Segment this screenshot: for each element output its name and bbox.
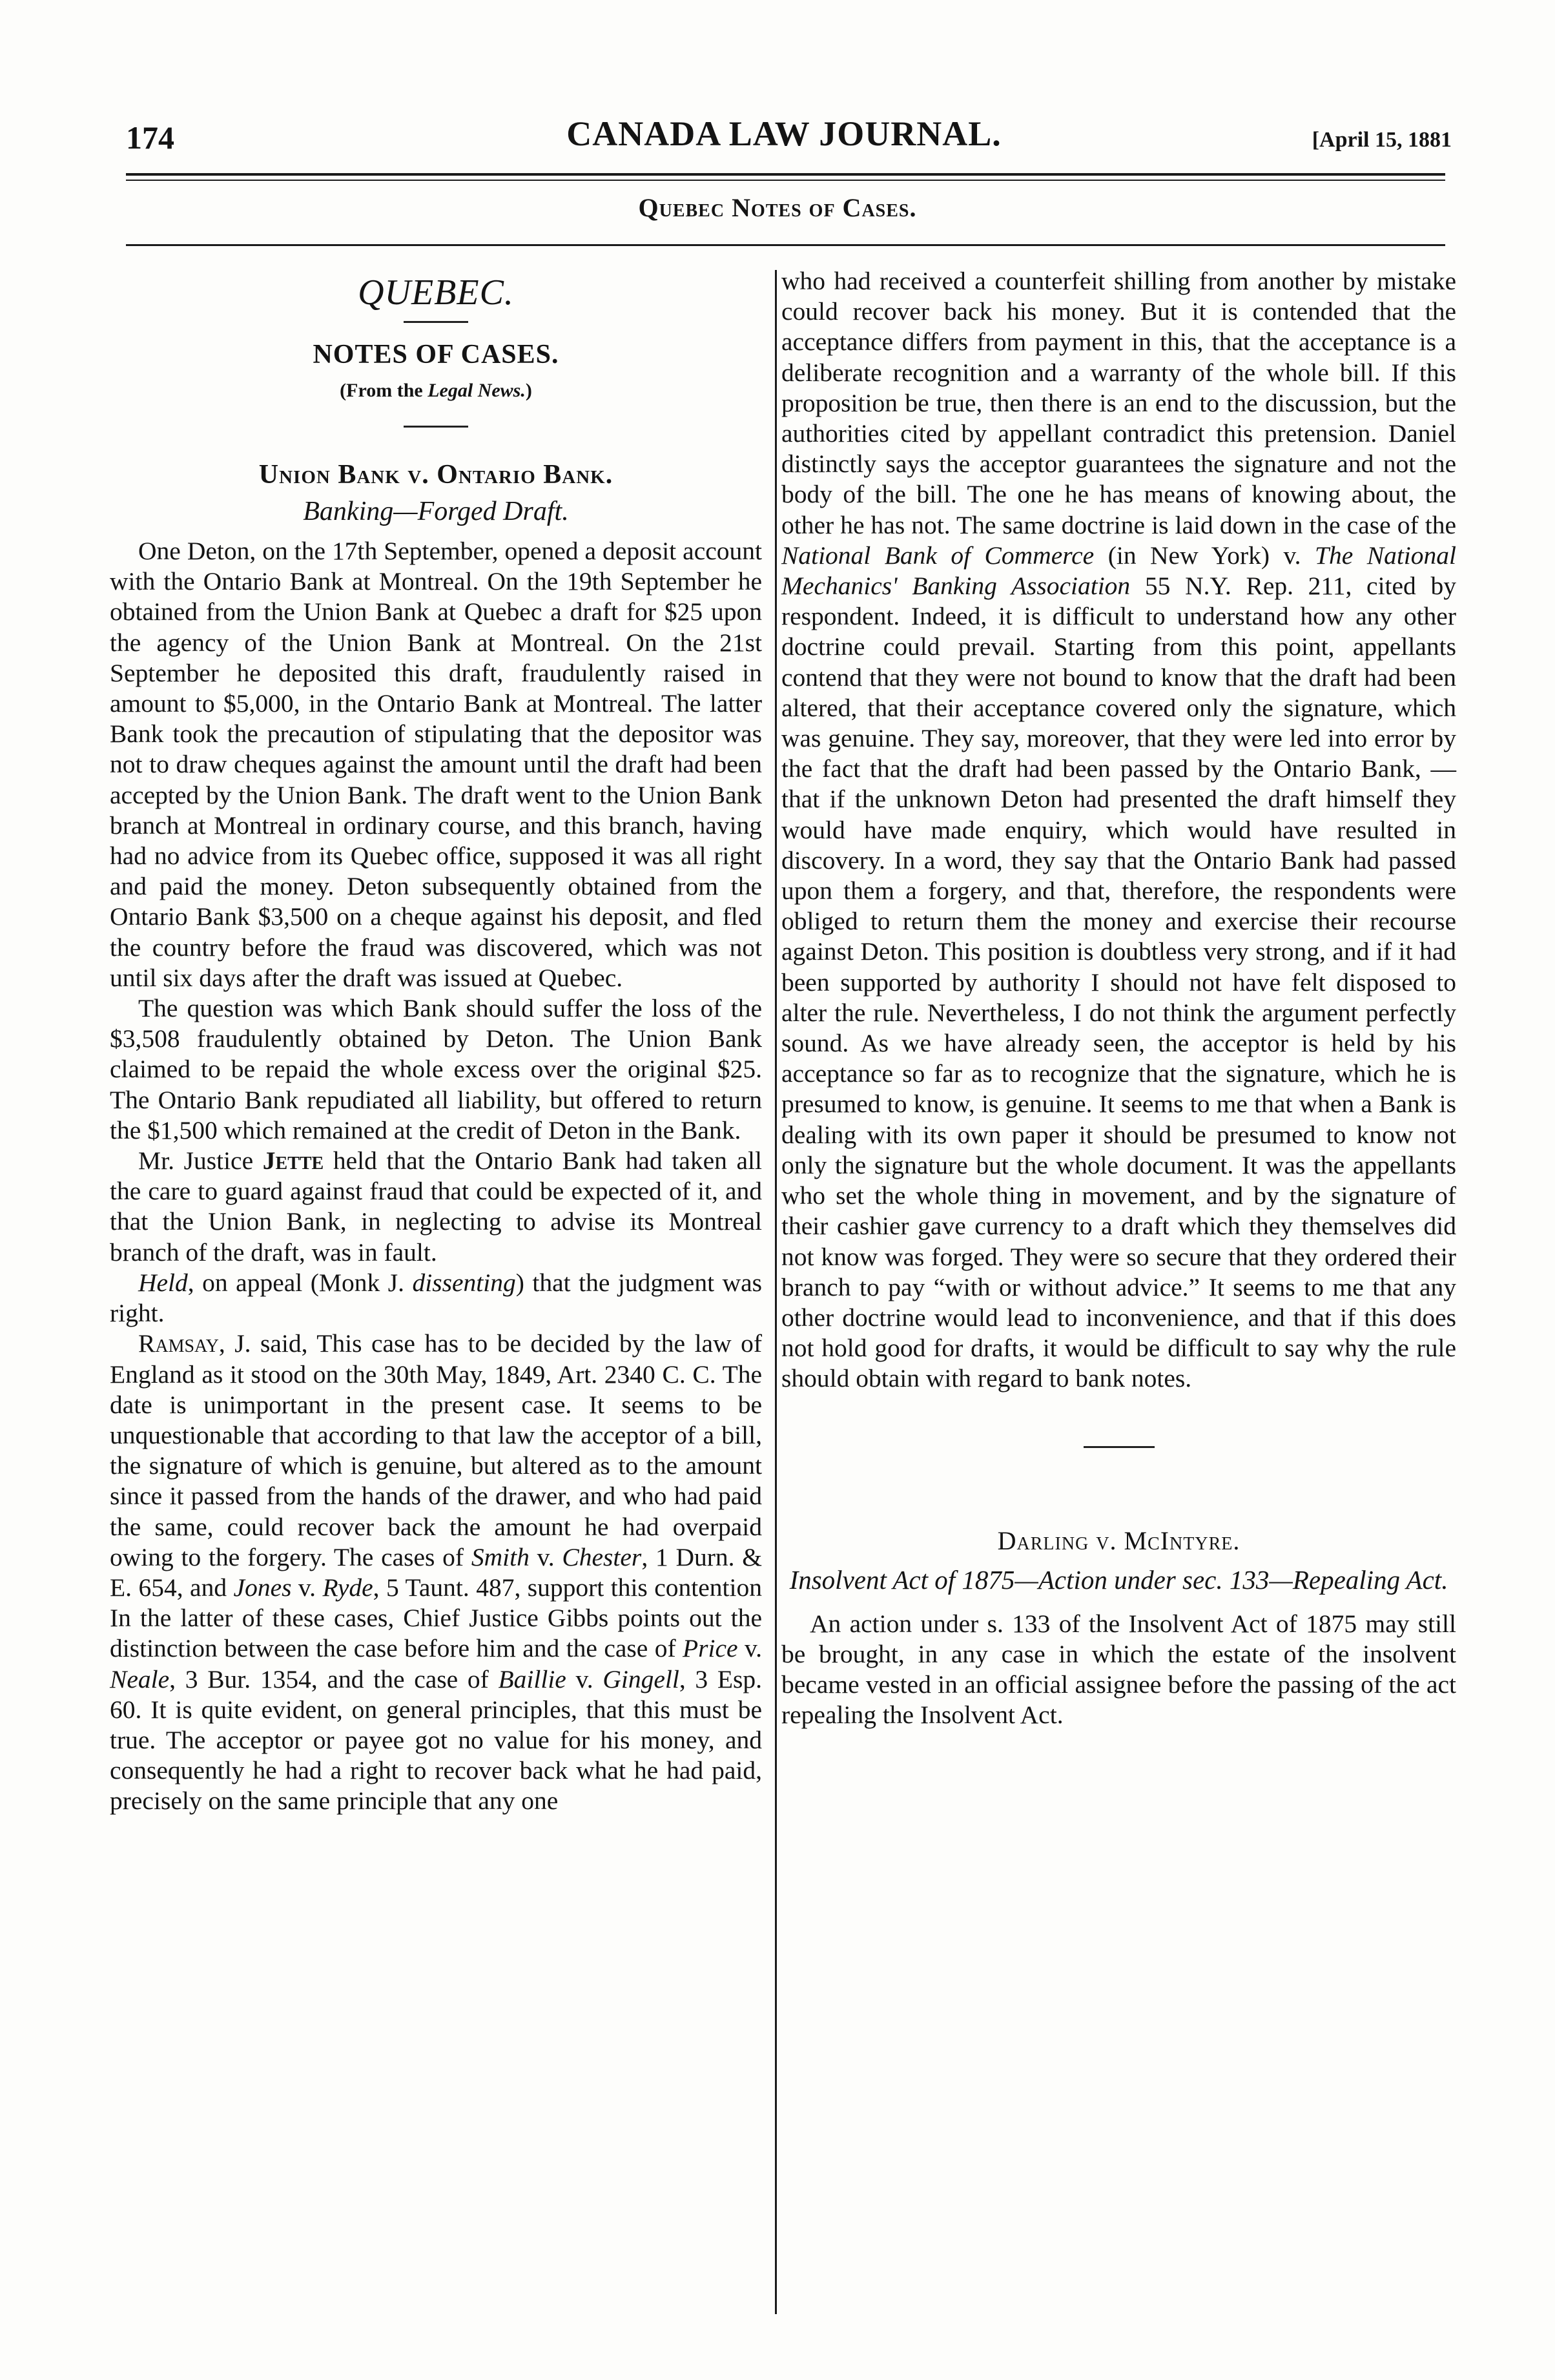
source-rule: [404, 426, 468, 428]
case-title: Union Bank v. Ontario Bank.: [258, 459, 613, 490]
page-number: 174: [126, 119, 174, 156]
paragraph: The question was which Bank should suffer the loss of the $3,508 fraudulently obtained by Deton. The Union Bank claimed to be repaid the whole excess over the original $25. The Ontario Bank repudiated all liability, but offered to return the $1,500 which remained at the credit of Deton in the Bank.: [110, 994, 762, 1144]
region-heading: QUEBEC.: [358, 273, 514, 313]
paragraph: Mr. Justice Jette held that the Ontario Bank had taken all the care to guard against fraud that could be expected of it, and that the Union Bank, in neglecting to advise its Montreal branch of the draft, was in fault.: [110, 1146, 762, 1267]
notes-heading: NOTES OF CASES.: [313, 340, 559, 370]
left-column: [110, 271, 762, 1817]
paragraph: Ramsay, J. said, This case has to be decided by the law of England as it stood on the 30th May, 1849, Art. 2340 C. C. The date is unimportant in the present case. It seems to be unquestionable that according to that law the acceptor of a bill, the signature of which is genuine, but altered as to the amount since it passed from the hands of the drawer, and who had paid the same, could recover back the amount he had overpaid owing to the forgery. The cases of Smith v. Chester, 1 Durn. & E. 654, and Jones v. Ryde, 5 Taunt. 487, support this contention In the latter of these cases, Chief Justice Gibbs points out the distinction between the case before him and the case of Price v. Neale, 3 Bur. 1354, and the case of Baillie v. Gingell, 3 Esp. 60. It is quite evident, on general principles, that this must be true. The acceptor or payee got no value for his money, and consequently he had a right to recover back what he had paid, precisely on the same principle that any one: [110, 1329, 763, 1816]
heading-rule: [404, 321, 468, 323]
paragraph: One Deton, on the 17th September, opened a deposit account with the Ontario Bank at Montreal. On the 19th September he obtained from the Union Bank at Quebec a draft for $25 upon the agency of the Union Bank at Montreal. On the 21st September he deposited this draft, fraudulently raised in amount to $5,000, in the Ontario Bank at Montreal. The latter Bank took the precaution of stipulating that the depositor was not to draw cheques against the amount until the draft had been accepted by the Union Bank. The draft went to the Union Bank branch at Montreal in ordinary course, and this branch, having had no advice from its Quebec office, supposed it was all right and paid the money. Deton subsequently obtained from the Ontario Bank $3,500 on a cheque against his deposit, and fled the country before the fraud was discovered, which was not until six days after the draft was issued at Quebec.: [110, 537, 762, 992]
header-rule-thin: [126, 180, 1445, 181]
header-rule-thick: [126, 173, 1445, 176]
case-subtitle: Insolvent Act of 1875—Action under sec. 133—Repealing Act.: [789, 1564, 1448, 1595]
case-separator-rule: [1084, 1446, 1155, 1448]
source-note: (From the Legal News.): [340, 380, 532, 402]
paragraph: An action under s. 133 of the Insolvent Act of 1875 may still be brought, in any case in which the estate of the insolvent became vested in an official assignee before the passing of the act repealing the Insolvent Act.: [781, 1609, 1456, 1730]
page-header: [110, 114, 1458, 165]
case-title: Darling v. McIntyre.: [997, 1526, 1241, 1555]
paragraph: who had received a counterfeit shilling from another by mistake could recover back his money. But it is contended that the acceptance differs from payment in this, that the acceptance is a deliberate recognition and a warranty of the whole bill. If this proposition be true, then there is an end to the discussion, but the authorities cited by appellant contradict this pretension. Daniel distinctly says the acceptor guarantees the signature and not the body of the bill. The one he has means of knowing about, the other he has not. The same doctrine is laid down in the case of the National Bank of Commerce (in New York) v. The National Mechanics' Banking Association 55 N.Y. Rep. 211, cited by respondent. Indeed, it is difficult to understand how any other doctrine could prevail. Starting from this point, appellants contend that they were not bound to know that the draft had been altered, that their acceptance covered only the signature, which was genuine. They say, moreover, that they were led into error by the fact that the draft had been passed by the Ontario Bank, —that if the unknown Deton had presented the draft himself they would have made enquiry, which would have resulted in discovery. In a word, they say that the Ontario Bank had passed upon them a forgery, and that, therefore, the respondents were obliged to return them the money and exercise their recourse against Deton. This position is doubtless very strong, and if it had been supported by authority I should not have felt disposed to alter the rule. Nevertheless, I do not think the argument perfectly sound. As we have already seen, the acceptor is held by his acceptance so far as to recognize that the signature, which he is presumed to know, is genuine. It seems to me that when a Bank is dealing with its own paper it should be presumed to know not only the signature but the whole document. It was the appellants who set the whole thing in movement, and by the signature of their cashier gave currency to a draft which they themselves did not know was forged. They were so secure that they ordered their branch to pay “with or without advice.” It seems to me that any other doctrine would lead to inconvenience, and that if this does not hold good for drafts, it would be difficult to say why the rule should obtain with regard to bank notes.: [781, 267, 1456, 1393]
paragraph: Held, on appeal (Monk J. dissenting) that the judgment was right.: [110, 1268, 762, 1328]
right-column: [781, 266, 1456, 1731]
section-rule: [126, 244, 1445, 246]
issue-date: [April 15, 1881: [1312, 128, 1452, 152]
case-subtitle: Banking—Forged Draft.: [303, 496, 569, 526]
column-divider: [775, 270, 777, 2314]
section-title: Quebec Notes of Cases.: [638, 193, 917, 222]
journal-title: CANADA LAW JOURNAL.: [566, 114, 1002, 153]
